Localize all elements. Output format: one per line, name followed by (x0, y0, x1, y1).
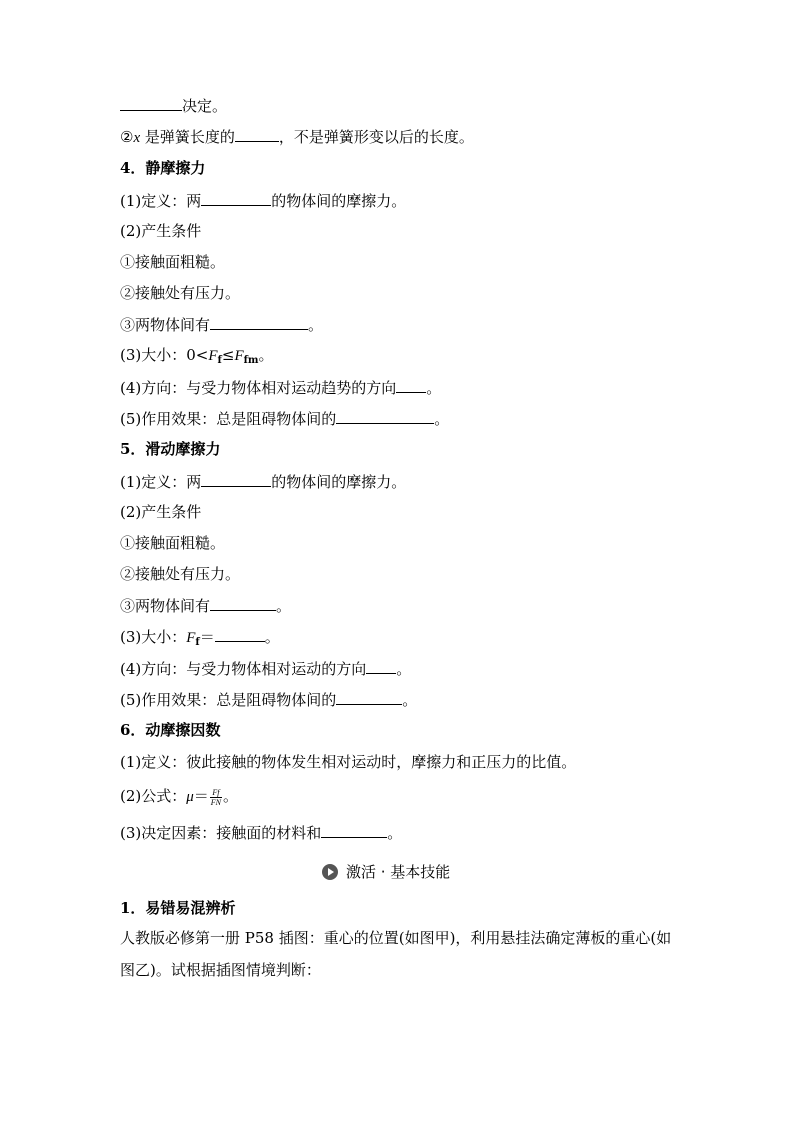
line-continuation (120, 95, 227, 116)
subscript: f (195, 637, 200, 648)
symbol-F: F (208, 348, 218, 364)
text: (5)作用效果：总是阻碍物体间的 (120, 410, 337, 428)
text: ② (120, 128, 134, 146)
text: (3)决定因素：接触面的材料和 (120, 824, 322, 842)
symbol-F: F (186, 630, 196, 646)
text: ③两物体间有 (120, 597, 211, 615)
section-title-static-friction: 4．静摩擦力 (120, 159, 206, 177)
answer-blank[interactable] (215, 626, 265, 642)
static-conditions-heading: (2)产生条件 (120, 222, 202, 240)
answer-blank[interactable] (336, 689, 402, 705)
text: 。 (258, 346, 274, 364)
coefficient-definition: (1)定义：彼此接触的物体发生相对运动时，摩擦力和正压力的比值。 (120, 753, 577, 771)
fraction-numerator: Ff (210, 788, 222, 798)
answer-blank[interactable] (396, 377, 426, 393)
text: 。 (434, 410, 450, 428)
text: (4)方向：与受力物体相对运动趋势的方向 (120, 379, 397, 397)
answer-blank[interactable] (366, 658, 396, 674)
static-condition-2: ②接触处有压力。 (120, 284, 241, 302)
text: 决定。 (182, 97, 228, 115)
static-definition (120, 190, 406, 211)
answer-blank[interactable] (336, 408, 434, 424)
text: ，不是弹簧形变以后的长度。 (278, 128, 474, 146)
subscript: f (217, 355, 222, 366)
note-item-2 (120, 126, 474, 148)
section-title-sliding-friction: 5．滑动摩擦力 (120, 440, 221, 458)
answer-blank[interactable] (201, 190, 271, 206)
coefficient-factors (120, 822, 402, 843)
answer-blank[interactable] (120, 95, 182, 111)
text: 。 (223, 787, 239, 805)
text: (1)定义：两 (120, 473, 202, 491)
answer-blank[interactable] (321, 822, 387, 838)
answer-blank[interactable] (201, 471, 271, 487)
coefficient-formula (120, 786, 238, 807)
sliding-condition-3 (120, 595, 291, 616)
text: 。 (387, 824, 403, 842)
static-condition-3 (120, 314, 323, 335)
symbol-equals: ＝ (193, 787, 209, 805)
text: (3)大小： (120, 628, 187, 646)
section-header-basic-skills (322, 862, 450, 882)
part1-paragraph: 人教版必修第一册 P58 插图：重心的位置(如图甲)，利用悬挂法确定薄板的重心(如图乙)。试根据插图情境判断： (120, 929, 672, 979)
text: 。 (276, 597, 292, 615)
text: 。 (426, 379, 442, 397)
text: 。 (396, 660, 412, 678)
sliding-direction (120, 658, 411, 679)
text: (4)方向：与受力物体相对运动的方向 (120, 660, 367, 678)
text: 的物体间的摩擦力。 (271, 192, 407, 210)
fraction-denominator: FN (210, 797, 222, 807)
text: ③两物体间有 (120, 316, 211, 334)
fraction (210, 788, 222, 807)
text: 。 (264, 628, 280, 646)
static-condition-1: ①接触面粗糙。 (120, 253, 226, 271)
symbol-mu: μ (186, 789, 194, 805)
answer-blank[interactable] (210, 595, 276, 611)
sliding-effect (120, 689, 417, 710)
text: (2)公式： (120, 787, 187, 805)
sliding-condition-2: ②接触处有压力。 (120, 565, 241, 583)
text: 。 (308, 316, 324, 334)
static-magnitude (120, 345, 274, 371)
text: (5)作用效果：总是阻碍物体间的 (120, 691, 337, 709)
part1-title: 1．易错易混辨析 (120, 899, 236, 917)
sliding-definition (120, 471, 406, 492)
answer-blank[interactable] (235, 126, 279, 142)
subscript: fm (243, 355, 259, 366)
symbol-equals: ＝ (199, 628, 215, 646)
static-effect (120, 408, 449, 429)
answer-blank[interactable] (210, 314, 308, 330)
text: (3)大小：0< (120, 346, 209, 364)
symbol-F: F (234, 348, 244, 364)
section-header-label: 激活 · 基本技能 (346, 863, 451, 881)
variable-x: x (133, 130, 141, 146)
text: 。 (402, 691, 418, 709)
sliding-magnitude (120, 626, 280, 653)
section-title-friction-coefficient: 6．动摩擦因数 (120, 721, 221, 739)
play-circle-icon (322, 864, 338, 880)
text: 的物体间的摩擦力。 (271, 473, 407, 491)
text: 是弹簧长度的 (140, 128, 235, 146)
sliding-condition-1: ①接触面粗糙。 (120, 534, 226, 552)
symbol-leq: ≤ (221, 346, 235, 364)
text: (1)定义：两 (120, 192, 202, 210)
sliding-conditions-heading: (2)产生条件 (120, 503, 202, 521)
static-direction (120, 377, 441, 398)
